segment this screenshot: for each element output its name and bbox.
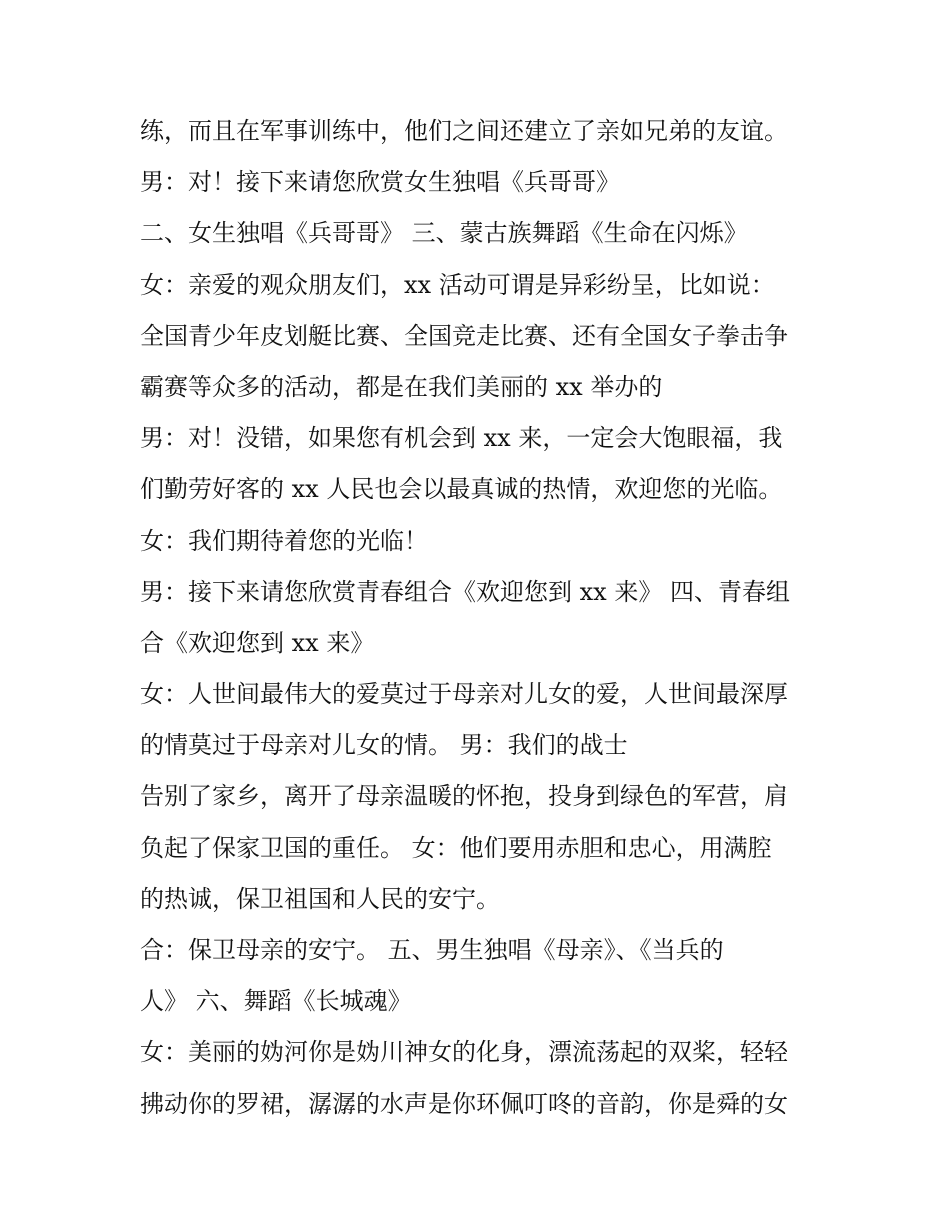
text-line: 女：美丽的妫河你是妫川神女的化身，漂流荡起的双桨，轻轻 [140, 1038, 788, 1067]
text-line: 男：对！没错，如果您有机会到 xx 来，一定会大饱眼福，我 [140, 424, 783, 453]
text-line: 女：亲爱的观众朋友们，xx 活动可谓是异彩纷呈，比如说： [140, 270, 775, 299]
text-line: 合：保卫母亲的安宁。 五、男生独唱《母亲》、《当兵的 [140, 936, 724, 964]
document-body [140, 106, 830, 1130]
text-line: 负起了保家卫国的重任。 女：他们要用赤胆和忠心，用满腔 [140, 833, 772, 862]
text-line: 女：人世间最伟大的爱莫过于母亲对儿女的爱，人世间最深厚 [140, 680, 788, 709]
text-line: 合《欢迎您到 xx 来》 [140, 628, 375, 657]
text-line: 二、女生独唱《兵哥哥》 三、蒙古族舞蹈《生命在闪烁》 [140, 219, 748, 248]
text-line: 练，而且在军事训练中，他们之间还建立了亲如兄弟的友谊。 [140, 117, 788, 145]
text-line: 告别了家乡，离开了母亲温暖的怀抱，投身到绿色的军营，肩 [140, 782, 788, 811]
text-line: 拂动你的罗裙，潺潺的水声是你环佩叮咚的音韵，你是舜的女 [140, 1089, 788, 1118]
text-line: 人》 六、舞蹈《长城魂》 [140, 987, 412, 1016]
text-line: 的热诚，保卫祖国和人民的安宁。 [140, 884, 500, 913]
text-line: 全国青少年皮划艇比赛、全国竞走比赛、还有全国女子拳击争 [140, 321, 788, 350]
text-line: 霸赛等众多的活动，都是在我们美丽的 xx 举办的 [140, 372, 663, 401]
text-line: 男：对！接下来请您欣赏女生独唱《兵哥哥》 [140, 168, 620, 197]
text-line: 的情莫过于母亲对儿女的情。 男：我们的战士 [140, 731, 628, 760]
text-line: 男：接下来请您欣赏青春组合《欢迎您到 xx 来》 四、青春组 [140, 577, 790, 606]
text-line: 女：我们期待着您的光临！ [140, 526, 428, 555]
text-line: 们勤劳好客的 xx 人民也会以最真诚的热情，欢迎您的光临。 [140, 475, 783, 504]
